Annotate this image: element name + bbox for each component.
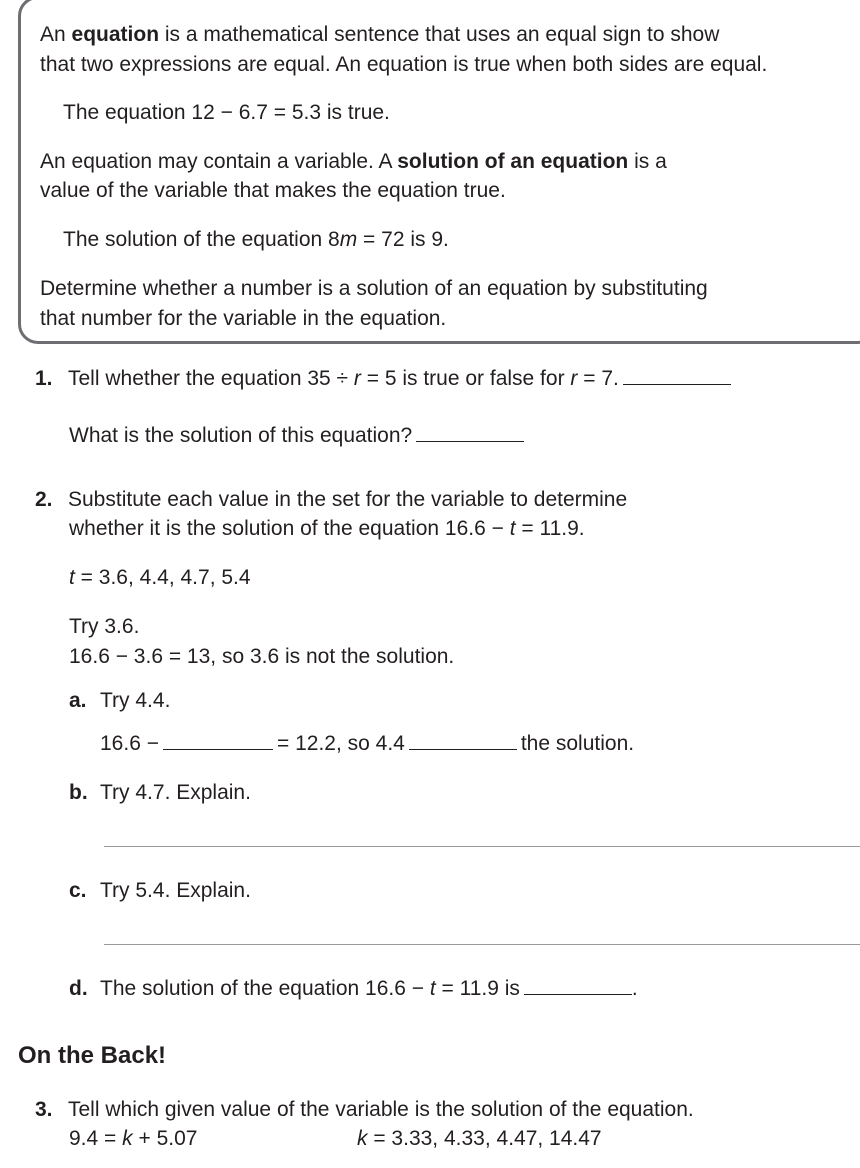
example-solution: The solution of the equation 8m = 72 is 9. [63,228,449,251]
question-3-equation: 9.4 = k + 5.07 [69,1127,198,1150]
part-c: c. Try 5.4. Explain. [69,879,251,902]
answer-line-b[interactable] [104,846,860,847]
intro-paragraph-1: An equation is a mathematical sentence that uses an equal sign to show [40,23,720,46]
section-heading-on-the-back: On the Back! [18,1042,167,1069]
intro-paragraph-2-line-2: value of the variable that makes the equation true. [40,179,506,202]
answer-blank-q1-solution[interactable] [416,441,524,442]
question-1-follow-up: What is the solution of this equation? [69,421,524,451]
part-a-work: 16.6 − = 12.2, so 4.4 the solution. [100,732,635,755]
question-3-value-set: k = 3.33, 4.33, 4.47, 14.47 [357,1127,602,1150]
question-1: 1. Tell whether the equation 35 ÷ r = 5 is true or false for r = 7. [35,364,731,394]
answer-line-c[interactable] [104,944,860,945]
example-true-equation: The equation 12 − 6.7 = 5.3 is true. [63,101,390,124]
value-set: t = 3.6, 4.4, 4.7, 5.4 [69,566,251,589]
answer-blank-d[interactable] [524,994,632,995]
part-d: d. The solution of the equation 16.6 − t = 11.9 is . [69,977,638,1000]
term-equation: equation [71,23,160,46]
part-a: a. Try 4.4. [69,689,171,712]
answer-blank-a-value[interactable] [163,749,273,750]
worked-try-label: Try 3.6. [69,615,140,638]
answer-blank-a-is-isnot[interactable] [409,749,517,750]
intro-paragraph-2: An equation may contain a variable. A solution of an equation is a [40,150,667,173]
intro-paragraph-3: Determine whether a number is a solution of an equation by substituting [40,277,708,300]
intro-paragraph-3-line-2: that number for the variable in the equation. [40,307,447,330]
question-2: 2. Substitute each value in the set for the variable to determine [35,488,628,511]
intro-paragraph-1-line-2: that two expressions are equal. An equation is true when both sides are equal. [40,53,768,76]
term-solution-of-equation: solution of an equation [397,150,629,173]
question-3: 3. Tell which given value of the variable is the solution of the equation. [35,1098,694,1121]
answer-blank-q1-true-false[interactable] [623,384,731,385]
worked-try-work: 16.6 − 3.6 = 13, so 3.6 is not the solution. [69,645,455,668]
part-b: b. Try 4.7. Explain. [69,781,251,804]
question-2-line-2: whether it is the solution of the equation 16.6 − t = 11.9. [69,517,585,540]
